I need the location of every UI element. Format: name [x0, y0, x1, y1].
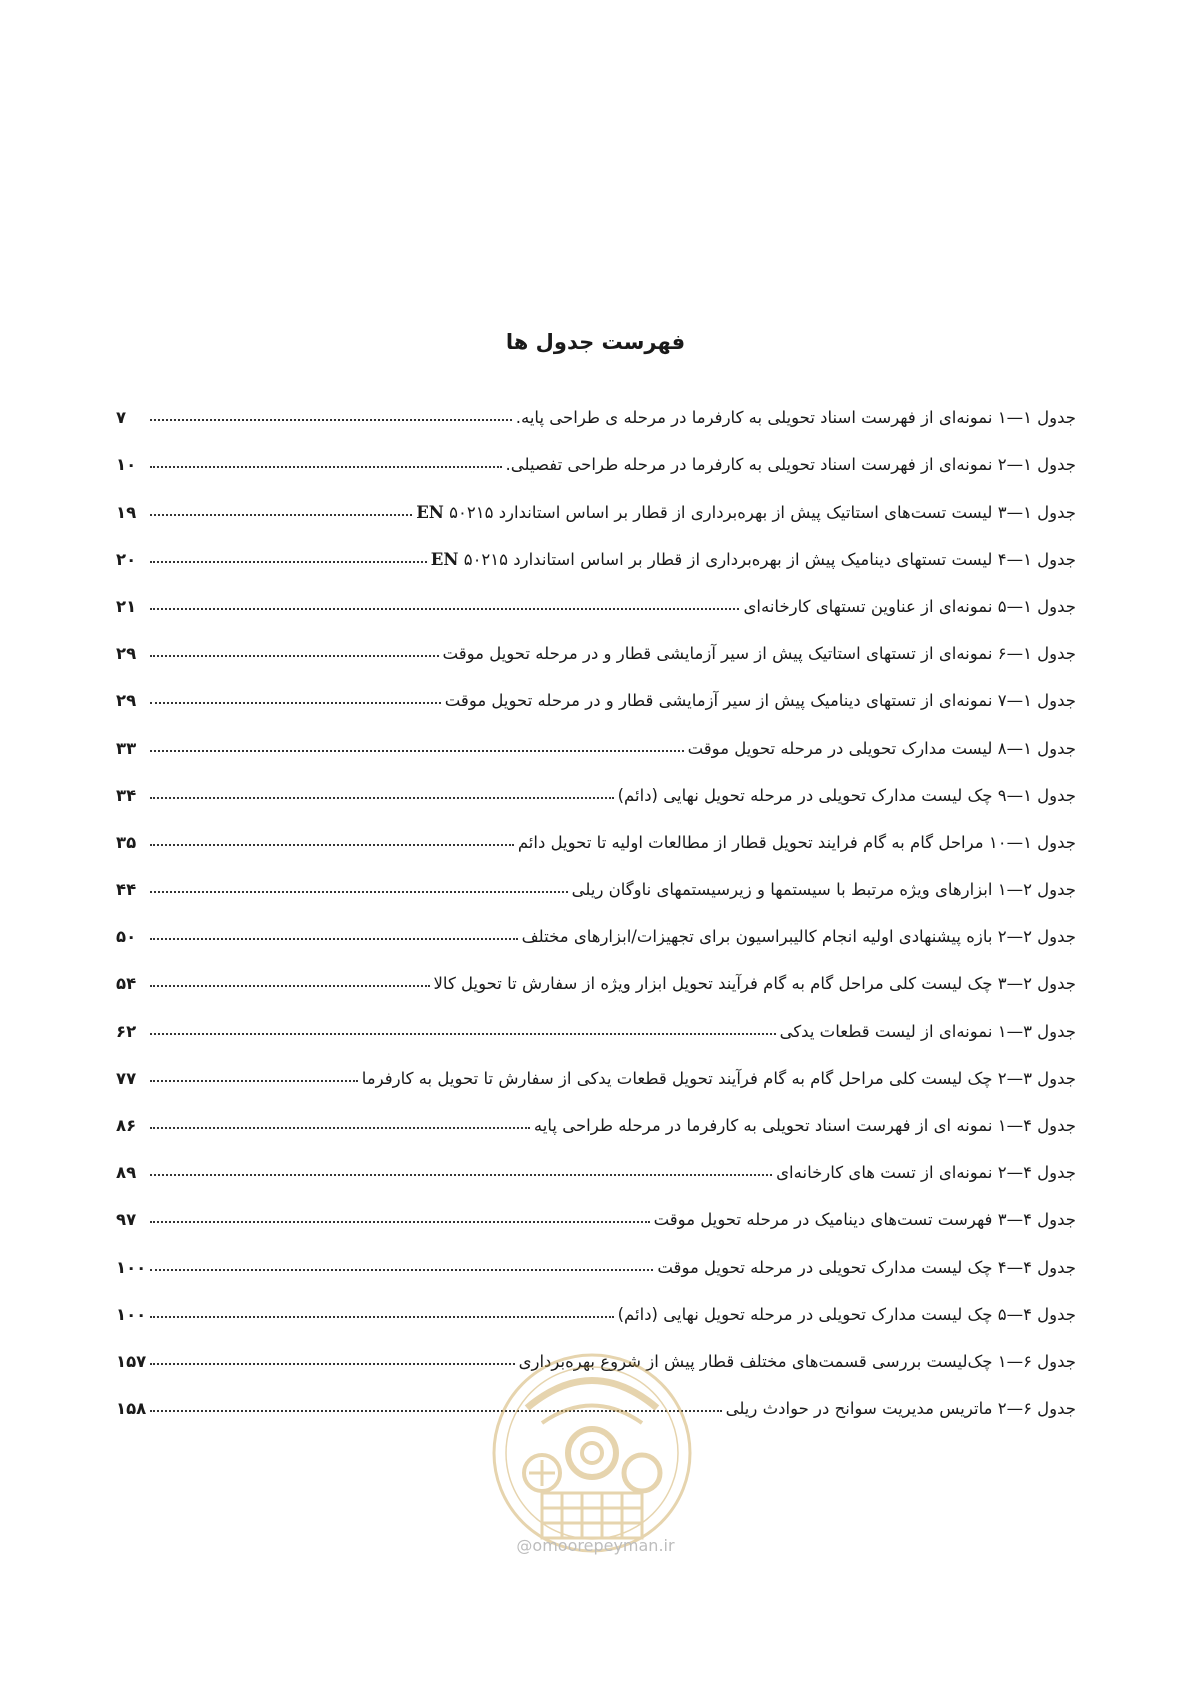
toc-page-number: ۲۰	[116, 549, 137, 569]
standard-code: EN	[416, 502, 444, 522]
dot-leader	[150, 560, 427, 563]
toc-page-number: ۱۰۰	[116, 1304, 147, 1324]
dot-leader	[150, 843, 514, 846]
toc-entry-label: جدول ۴—۱ نمونه ای از فهرست اسناد تحویلی به کارفرما در مرحله طراحی پایه	[533, 1116, 1076, 1135]
standard-code: EN	[430, 549, 459, 569]
dot-leader	[150, 1032, 776, 1035]
toc-page-number: ۳۵	[116, 832, 137, 852]
toc-entry[interactable]	[116, 522, 1076, 569]
dot-leader	[150, 607, 739, 610]
toc-entry[interactable]	[116, 710, 1076, 757]
dot-leader	[150, 1362, 514, 1365]
toc-page-number: ۱۹	[116, 502, 137, 522]
toc-page-number: ۶۲	[116, 1021, 137, 1041]
toc-entry-label: جدول ۳—۱ نمونه‌ای از لیست قطعات یدکی	[779, 1021, 1076, 1041]
dot-leader	[150, 465, 502, 468]
toc-entry-label: جدول ۱—۱۰ مراحل گام به گام فرایند تحویل قطار از مطالعات اولیه تا تحویل دائم	[517, 832, 1076, 852]
toc-page-number: ۸۶	[116, 1116, 137, 1135]
dot-leader	[150, 984, 430, 987]
toc-entry[interactable]	[116, 380, 1076, 427]
toc-entry[interactable]	[116, 1182, 1076, 1229]
toc-entry-label: جدول ۴—۴ چک لیست مدارک تحویلی در مرحله تحویل موقت	[657, 1257, 1076, 1277]
toc-page-number: ۳۳	[116, 738, 137, 758]
watermark-url: @omoorepeyman.ir	[516, 1536, 675, 1555]
toc-entry[interactable]	[116, 1277, 1076, 1324]
toc-entry[interactable]	[116, 805, 1076, 852]
table-of-contents	[116, 380, 1076, 1418]
toc-entry-label: جدول ۴—۲ نمونه‌ای از تست های کارخانه‌ای	[776, 1163, 1076, 1183]
dot-leader	[150, 890, 568, 893]
toc-entry[interactable]	[116, 1041, 1076, 1088]
toc-page-number: ۹۷	[116, 1210, 137, 1230]
toc-page-number: ۲۱	[116, 596, 137, 616]
toc-page-number: ۲۹	[116, 691, 137, 711]
toc-entry-label: جدول ۲—۱ ابزارهای ویژه مرتبط با سیستمها و زیرسیستمهای ناوگان ریلی	[571, 880, 1076, 900]
toc-entry[interactable]	[116, 569, 1076, 616]
dot-leader	[150, 796, 614, 799]
toc-entry[interactable]	[116, 616, 1076, 663]
toc-entry-label: جدول ۶—۱ چک‌لیست بررسی قسمت‌های مختلف قطار پیش از شروع بهره‌برداری	[518, 1351, 1076, 1371]
dot-leader	[150, 654, 439, 657]
dot-leader	[150, 1126, 530, 1129]
toc-entry-label: جدول ۳—۲ چک لیست کلی مراحل گام به گام فرآیند تحویل قطعات یدکی از سفارش تا تحویل به کارفرما	[361, 1068, 1076, 1088]
dot-leader	[150, 418, 512, 421]
toc-page-number: ۷۷	[116, 1068, 137, 1088]
dot-leader	[150, 1220, 650, 1223]
toc-page-number: ۴۴	[116, 880, 137, 900]
toc-page-number: ۱۰	[116, 455, 137, 475]
toc-entry-label: جدول ۱—۹ چک لیست مدارک تحویلی در مرحله تحویل نهایی (دائم)	[617, 785, 1076, 805]
toc-page-number: ۲۹	[116, 644, 137, 664]
toc-entry-label: جدول ۲—۳ چک لیست کلی مراحل گام به گام فرآیند تحویل ابزار ویژه از سفارش تا تحویل کالا	[433, 974, 1076, 994]
toc-entry-label: جدول ۱—۶ نمونه‌ای از تستهای استاتیک پیش از سیر آزمایشی قطار و در مرحله تحویل موقت	[442, 644, 1076, 664]
toc-entry-label: جدول ۱—۸ لیست مدارک تحویلی در مرحله تحویل موقت	[687, 738, 1076, 758]
toc-entry[interactable]	[116, 427, 1076, 474]
toc-page-number: ۸۹	[116, 1163, 137, 1183]
watermark-stamp	[487, 1348, 697, 1558]
toc-page-number: ۵۰	[116, 927, 137, 947]
toc-entry-label: جدول ۱—۵ نمونه‌ای از عناوین تستهای کارخانه‌ای	[743, 596, 1076, 616]
dot-leader	[150, 1268, 653, 1271]
toc-entry-label: جدول ۱—۴ لیست تستهای دینامیک پیش از بهره‌برداری از قطار بر اساس استاندارد ۵۰۲۱۵ EN	[430, 549, 1076, 569]
toc-entry[interactable]	[116, 899, 1076, 946]
dot-leader	[150, 701, 441, 704]
dot-leader	[150, 937, 518, 940]
toc-entry-label: جدول ۱—۷ نمونه‌ای از تستهای دینامیک پیش از سیر آزمایشی قطار و در مرحله تحویل موقت	[444, 691, 1076, 711]
toc-entry-label: جدول ۲—۲ بازه پیشنهادی اولیه انجام کالیبراسیون برای تجهیزات/ابزارهای مختلف	[521, 927, 1076, 947]
toc-entry[interactable]	[116, 758, 1076, 805]
toc-entry[interactable]	[116, 993, 1076, 1040]
toc-entry[interactable]	[116, 852, 1076, 899]
toc-entry-label: جدول ۴—۵ چک لیست مدارک تحویلی در مرحله تحویل نهایی (دائم)	[617, 1304, 1076, 1324]
scales-icon	[524, 1455, 560, 1491]
toc-page-number: ۵۴	[116, 974, 137, 994]
toc-page-number: ۷	[116, 408, 127, 428]
dot-leader	[150, 1079, 358, 1082]
toc-entry[interactable]	[116, 474, 1076, 521]
toc-page-number: ۱۵۷	[116, 1351, 147, 1371]
toc-entry-label: جدول ۱—۱ نمونه‌ای از فهرست اسناد تحویلی به کارفرما در مرحله ی طراحی پایه.	[515, 408, 1076, 428]
gear-icon	[568, 1429, 616, 1477]
toc-entry-label: جدول ۶—۲ ماتریس مدیریت سوانح در حوادث ریلی	[725, 1399, 1076, 1419]
dot-leader	[150, 513, 412, 516]
gear-icon	[624, 1455, 660, 1491]
toc-entry-label: جدول ۱—۳ لیست تست‌های استاتیک پیش از بهره‌برداری از قطار بر اساس استاندارد ۵۰۲۱۵ EN	[416, 502, 1076, 522]
toc-page-number: ۱۵۸	[116, 1399, 147, 1419]
toc-page-number: ۱۰۰	[116, 1257, 147, 1277]
toc-page-number: ۳۴	[116, 785, 137, 805]
dot-leader	[150, 1315, 613, 1318]
toc-entry[interactable]	[116, 663, 1076, 710]
page-title: فهرست جدول ها	[505, 330, 686, 354]
dot-leader	[150, 749, 684, 752]
dot-leader	[150, 1173, 772, 1176]
toc-entry-label: جدول ۴—۳ فهرست تست‌های دینامیک در مرحله تحویل موقت	[653, 1210, 1076, 1230]
toc-entry[interactable]	[116, 1229, 1076, 1276]
stamp-inner-ring	[506, 1367, 678, 1539]
toc-entry[interactable]	[116, 1135, 1076, 1182]
toc-entry-label: جدول ۱—۲ نمونه‌ای از فهرست اسناد تحویلی به کارفرما در مرحله طراحی تفصیلی.	[505, 455, 1076, 475]
toc-entry[interactable]	[116, 1088, 1076, 1135]
toc-entry[interactable]	[116, 946, 1076, 993]
